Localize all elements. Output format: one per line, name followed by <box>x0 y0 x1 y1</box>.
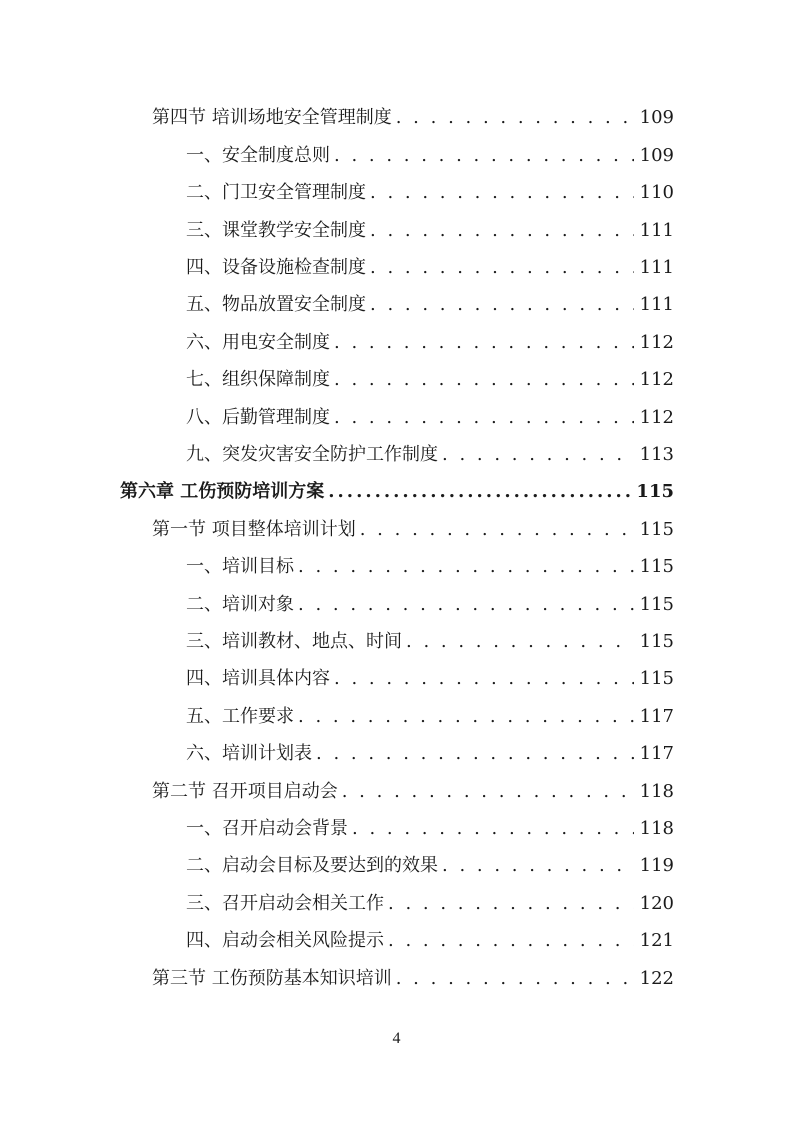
toc-leader-dots <box>396 104 634 132</box>
page-number: 4 <box>392 1030 401 1047</box>
toc-leader-dots <box>298 703 634 731</box>
toc-entry-page: 115 <box>639 594 674 615</box>
toc-entry-label: 九、突发灾害安全防护工作制度 <box>186 444 438 465</box>
toc-leader-dots <box>298 591 634 619</box>
toc-entry-label: 七、组织保障制度 <box>186 369 330 390</box>
toc-entry-label: 六、培训计划表 <box>186 743 312 764</box>
toc-entry-page: 117 <box>639 743 674 764</box>
toc-entry-item <box>186 740 674 768</box>
toc-entry-item <box>186 703 674 731</box>
toc-entry-page: 115 <box>639 668 674 689</box>
toc-entry-section <box>152 965 674 993</box>
toc-leader-dots <box>352 815 634 843</box>
toc-leader-dots <box>388 927 634 955</box>
toc-entry-label: 三、课堂教学安全制度 <box>186 220 366 241</box>
toc-entry-page: 112 <box>639 369 674 390</box>
toc-leader-dots <box>370 217 634 245</box>
toc-leader-dots <box>442 852 634 880</box>
toc-leader-dots <box>334 404 634 432</box>
toc-entry-item <box>186 890 674 918</box>
toc-entry-item <box>186 628 674 656</box>
toc-entry-item <box>186 217 674 245</box>
toc-entry-page: 119 <box>639 855 674 876</box>
toc-entry-item <box>186 927 674 955</box>
toc-entry-section <box>152 778 674 806</box>
toc-leader-dots <box>370 254 634 282</box>
toc-entry-item <box>186 665 674 693</box>
toc-entry-label: 五、物品放置安全制度 <box>186 294 366 315</box>
toc-entry-section <box>152 104 674 132</box>
toc-entry-label: 三、召开启动会相关工作 <box>186 893 384 914</box>
toc-entry-label: 八、后勤管理制度 <box>186 407 330 428</box>
toc-entry-page: 115 <box>639 556 674 577</box>
toc-entry-page: 111 <box>639 294 674 315</box>
toc-entry-page: 111 <box>639 257 674 278</box>
toc-entry-item <box>186 329 674 357</box>
toc-entry-item <box>186 852 674 880</box>
toc-entry-page: 120 <box>639 893 674 914</box>
toc-leader-dots <box>334 665 634 693</box>
toc-leader-dots <box>334 366 634 394</box>
toc-leader-dots <box>328 478 630 506</box>
toc-entry-item <box>186 179 674 207</box>
toc-entry-chapter <box>120 478 674 506</box>
toc-leader-dots <box>342 778 634 806</box>
toc-entry-label: 二、培训对象 <box>186 594 294 615</box>
toc-entry-item <box>186 404 674 432</box>
toc-entry-page: 115 <box>636 481 674 502</box>
toc-entry-item <box>186 815 674 843</box>
toc-entry-page: 115 <box>639 631 674 652</box>
toc-entry-label: 五、工作要求 <box>186 706 294 727</box>
toc-leader-dots <box>406 628 634 656</box>
toc-leader-dots <box>396 965 634 993</box>
toc-leader-dots <box>298 553 634 581</box>
toc-entry-page: 112 <box>639 332 674 353</box>
toc-entry-page: 115 <box>639 519 674 540</box>
toc-entry-label: 第二节 召开项目启动会 <box>152 781 338 802</box>
toc-entry-page: 118 <box>639 781 674 802</box>
toc-entry-label: 二、门卫安全管理制度 <box>186 182 366 203</box>
toc-entry-item <box>186 366 674 394</box>
toc-entry-section <box>152 516 674 544</box>
toc-leader-dots <box>370 291 634 319</box>
toc-entry-page: 110 <box>639 182 674 203</box>
toc-entry-label: 四、启动会相关风险提示 <box>186 930 384 951</box>
toc-entry-label: 第三节 工伤预防基本知识培训 <box>152 968 392 989</box>
toc-entry-label: 一、培训目标 <box>186 556 294 577</box>
toc-entry-label: 一、召开启动会背景 <box>186 818 348 839</box>
toc-entry-page: 109 <box>639 107 674 128</box>
toc-entry-label: 第四节 培训场地安全管理制度 <box>152 107 392 128</box>
toc-entry-label: 第一节 项目整体培训计划 <box>152 519 356 540</box>
toc-leader-dots <box>442 441 634 469</box>
toc-entry-page: 109 <box>639 145 674 166</box>
toc-leader-dots <box>370 179 634 207</box>
toc-entry-label: 一、安全制度总则 <box>186 145 330 166</box>
toc-leader-dots <box>316 740 634 768</box>
toc-leader-dots <box>334 142 634 170</box>
toc-entry-item <box>186 441 674 469</box>
toc-leader-dots <box>334 329 634 357</box>
toc-entry-item <box>186 142 674 170</box>
toc-entry-label: 三、培训教材、地点、时间 <box>186 631 402 652</box>
toc-entry-page: 118 <box>639 818 674 839</box>
toc-entry-label: 六、用电安全制度 <box>186 332 330 353</box>
toc-leader-dots <box>360 516 634 544</box>
toc-entry-page: 113 <box>639 444 674 465</box>
toc-entry-item <box>186 553 674 581</box>
toc-leader-dots <box>388 890 634 918</box>
toc-entry-label: 四、培训具体内容 <box>186 668 330 689</box>
toc-entry-item <box>186 591 674 619</box>
toc-entry-label: 二、启动会目标及要达到的效果 <box>186 855 438 876</box>
toc-entry-page: 111 <box>639 220 674 241</box>
toc-entry-page: 112 <box>639 407 674 428</box>
toc-entry-item <box>186 291 674 319</box>
toc-entry-label: 四、设备设施检查制度 <box>186 257 366 278</box>
toc-entry-page: 121 <box>639 930 674 951</box>
toc-entry-page: 122 <box>639 968 674 989</box>
toc-entry-page: 117 <box>639 706 674 727</box>
toc-entry-item <box>186 254 674 282</box>
toc-entry-label: 第六章 工伤预防培训方案 <box>120 481 325 502</box>
